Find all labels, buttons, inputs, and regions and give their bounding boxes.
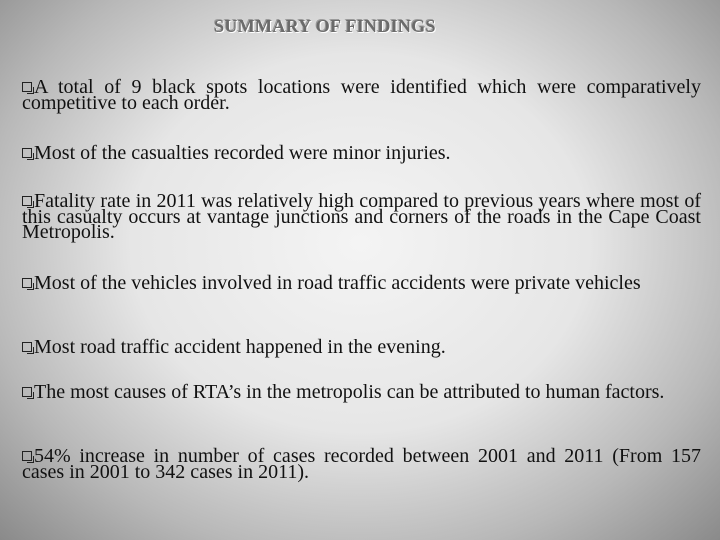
square-bullet-icon [22, 278, 32, 288]
finding-text: Most of the vehicles involved in road traffic accidents were private vehicles [34, 272, 641, 294]
finding-item [22, 336, 701, 358]
finding-item [22, 142, 701, 164]
finding-text: The most causes of RTA’s in the metropolis can be attributed to human factors. [34, 381, 665, 403]
slide-title: SUMMARY OF FINDINGS [214, 16, 436, 36]
finding-text: 54% increase in number of cases recorded between 2001 and 2011 (From 157 cases in 2001 to 342 cases in 2011). [22, 445, 701, 483]
square-bullet-icon [22, 196, 32, 206]
square-bullet-icon [22, 451, 32, 461]
square-bullet-icon [22, 342, 32, 352]
square-bullet-icon [22, 387, 32, 397]
finding-text: Fatality rate in 2011 was relatively high compared to previous years where most of this casualty occurs at vantage junctions and corners of the roads in the Cape Coast Metropolis. [22, 190, 701, 243]
finding-item [22, 272, 701, 294]
finding-text: Most road traffic accident happened in the evening. [34, 336, 446, 358]
square-bullet-icon [22, 82, 32, 92]
finding-text: Most of the casualties recorded were minor injuries. [34, 142, 451, 164]
finding-item [22, 381, 701, 403]
finding-item [22, 190, 701, 243]
finding-text: A total of 9 black spots locations were identified which were comparatively competitive to each order. [22, 76, 701, 114]
finding-item [22, 76, 701, 114]
finding-item [22, 445, 701, 483]
square-bullet-icon [22, 148, 32, 158]
